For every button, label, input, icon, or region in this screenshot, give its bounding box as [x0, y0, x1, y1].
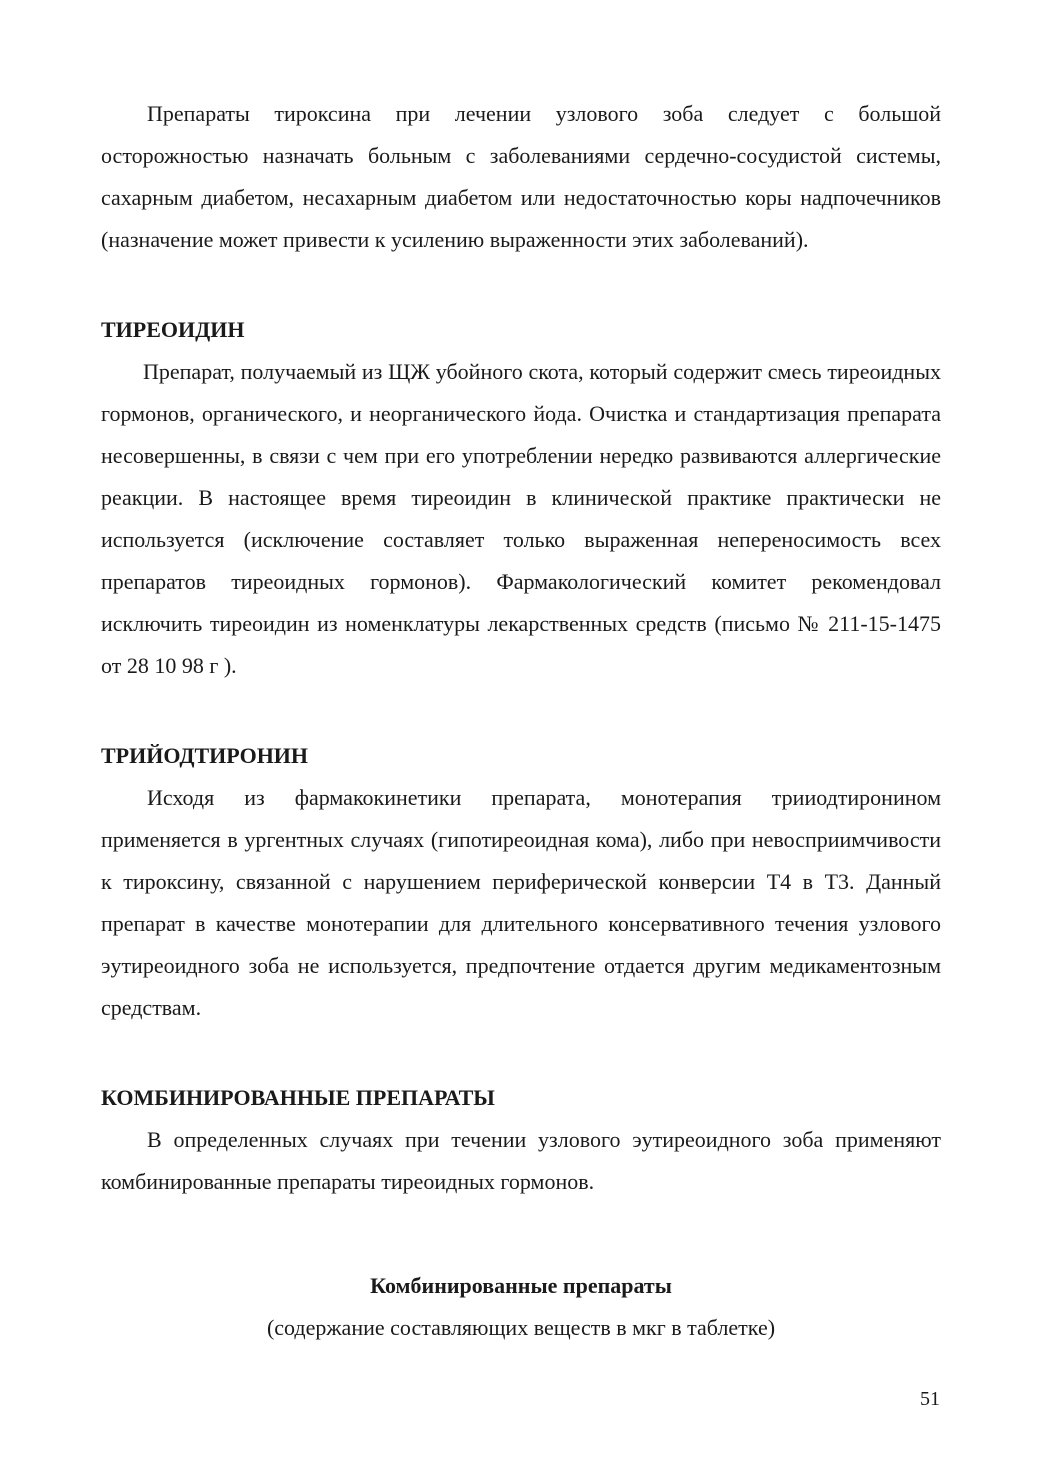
section-heading-thyreoidin: ТИРЕОИДИН [101, 317, 245, 342]
intro-paragraph: Препараты тироксина при лечении узлового зоба следует с большой осторожностью назначать больным с заболеваниями сердечно-сосудистой системы, сахарным диабетом, несахарным диабетом или недостаточностью коры надпочечников (назначение может привести к усилению выраженности этих заболеваний). [101, 101, 941, 252]
section-heading-combined: КОМБИНИРОВАННЫЕ ПРЕПАРАТЫ [101, 1085, 495, 1110]
section-paragraph-combined: В определенных случаях при течении узлового эутиреоидного зоба применяют комбинированные препараты тиреоидных гормонов. [101, 1127, 941, 1194]
table-title: Комбинированные препараты [370, 1273, 672, 1298]
spacer [101, 261, 941, 309]
spacer [101, 1203, 941, 1265]
spacer [101, 1029, 941, 1077]
section-heading-triiodothyronine: ТРИЙОДТИРОНИН [101, 743, 309, 768]
page-number: 51 [920, 1388, 940, 1410]
page-body [101, 93, 941, 1349]
spacer [101, 687, 941, 735]
section-paragraph-thyreoidin: Препарат, получаемый из ЩЖ убойного скота, который содержит смесь тиреоидных гормонов, органического, и неорганического йода. Очистка и стандартизация препарата несовершенны, в связи с чем при его употреблении нередко развиваются аллергические реакции. В настоящее время тиреоидин в клинической практике практически не используется (исключение составляет только выраженная непереносимость всех препаратов тиреоидных гормонов). Фармакологический комитет рекомендовал исключить тиреоидин из номенклатуры лекарственных средств (письмо № 211-15-1475 от 28 10 98 г ). [101, 359, 941, 678]
table-subtitle: (содержание составляющих веществ в мкг в таблетке) [266, 1315, 776, 1340]
section-paragraph-triiodothyronine: Исходя из фармакокинетики препарата, монотерапия трииодтиронином применяется в ургентных случаях (гипотиреоидная кома), либо при невосприимчивости к тироксину, связанной с нарушением периферической конверсии Т4 в Т3. Данный препарат в качестве монотерапии для длительного консервативного течения узлового эутиреоидного зоба не используется, предпочтение отдается другим медикаментозным средствам. [101, 785, 941, 1020]
